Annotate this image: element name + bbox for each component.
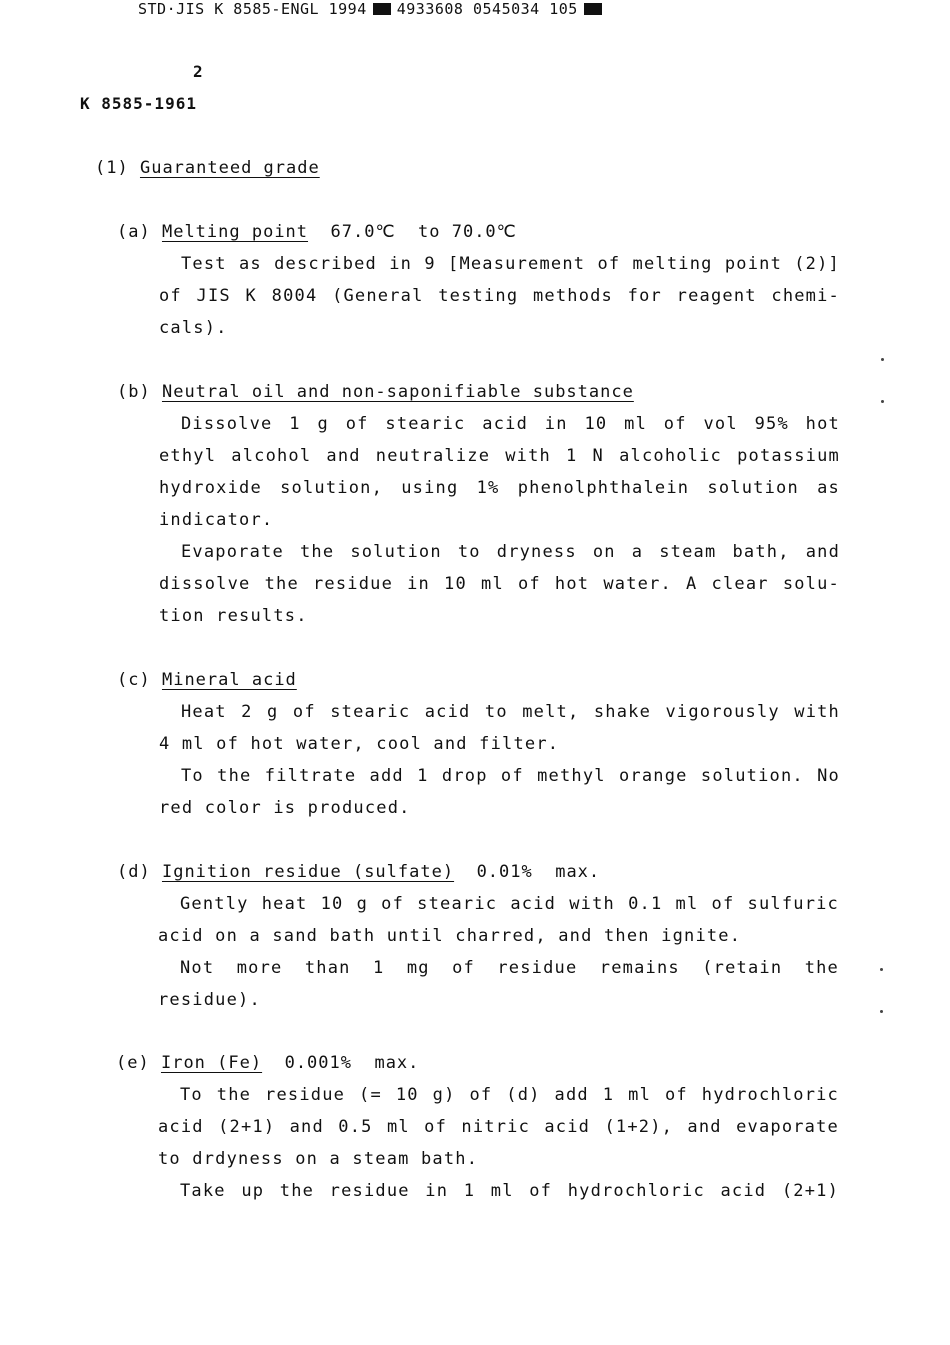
item-c-title: Mineral acid: [161, 670, 297, 690]
item-e-line: acid (2+1) and 0.5 ml of nitric acid (1+2), and evaporate: [158, 1117, 839, 1137]
item-a-label: (a): [117, 222, 151, 242]
item-b-line: tion results.: [159, 606, 308, 626]
page-number: 2: [193, 62, 203, 81]
item-c-line: red color is produced.: [159, 798, 411, 818]
item-d-spec: 0.01% max.: [476, 862, 601, 882]
standard-line-right: 4933608 0545034 105: [396, 0, 578, 18]
block-mark-icon: [584, 3, 602, 15]
item-b-heading: [117, 382, 634, 402]
item-a-line: Test as described in 9 [Measurement of melting point (2)]: [181, 254, 840, 274]
item-a-line: of JIS K 8004 (General testing methods for reagent chemi-: [159, 286, 840, 306]
standard-line-left: STD·JIS K 8585-ENGL 1994: [138, 0, 367, 18]
item-c-heading: [117, 670, 297, 690]
item-e-line: Take up the residue in 1 ml of hydrochloric acid (2+1): [180, 1181, 839, 1201]
item-d-line: Gently heat 10 g of stearic acid with 0.1 ml of sulfuric: [180, 894, 839, 914]
document-id: K 8585-1961: [80, 94, 197, 113]
item-b-line: indicator.: [159, 510, 274, 530]
item-c-line: 4 ml of hot water, cool and filter.: [159, 734, 560, 754]
item-b-line: hydroxide solution, using 1% phenolphthalein solution as: [159, 478, 840, 498]
item-e-line: To the residue (= 10 g) of (d) add 1 ml of hydrochloric: [180, 1085, 839, 1105]
item-e-heading: [116, 1053, 419, 1073]
item-b-label: (b): [117, 382, 151, 402]
item-a-title: Melting point: [161, 222, 309, 242]
item-e-label: (e): [116, 1053, 150, 1073]
item-e-title: Iron (Fe): [160, 1053, 263, 1073]
item-b-line: Dissolve 1 g of stearic acid in 10 ml of vol 95% hot: [181, 414, 840, 434]
item-b-line: dissolve the residue in 10 ml of hot water. A clear solu-: [159, 574, 840, 594]
section-title: Guaranteed grade: [139, 158, 320, 178]
section-heading: [95, 158, 320, 178]
section-label: (1): [95, 158, 129, 178]
block-mark-icon: [373, 3, 391, 15]
item-e-spec: 0.001% max.: [284, 1053, 420, 1073]
scan-speck: [880, 968, 883, 971]
item-b-line: Evaporate the solution to dryness on a steam bath, and: [181, 542, 840, 562]
item-c-line: To the filtrate add 1 drop of methyl orange solution. No: [181, 766, 840, 786]
item-e-line: to drdyness on a steam bath.: [158, 1149, 479, 1169]
item-d-line: Not more than 1 mg of residue remains (retain the: [180, 958, 839, 978]
item-a-spec: 67.0℃ to 70.0℃: [330, 222, 517, 242]
scan-speck: [881, 400, 884, 403]
item-d-label: (d): [117, 862, 151, 882]
item-d-line: residue).: [158, 990, 261, 1010]
item-d-line: acid on a sand bath until charred, and then ignite.: [158, 926, 742, 946]
item-c-line: Heat 2 g of stearic acid to melt, shake vigorously with: [181, 702, 840, 722]
item-a-line: cals).: [159, 318, 228, 338]
scan-header: [138, 0, 602, 18]
item-b-title: Neutral oil and non-saponifiable substance: [161, 382, 634, 402]
item-d-heading: [117, 862, 600, 882]
item-a-heading: [117, 222, 517, 242]
scan-speck: [881, 358, 884, 361]
item-d-title: Ignition residue (sulfate): [161, 862, 455, 882]
item-b-line: ethyl alcohol and neutralize with 1 N alcoholic potassium: [159, 446, 840, 466]
item-c-label: (c): [117, 670, 151, 690]
scan-speck: [880, 1010, 883, 1013]
